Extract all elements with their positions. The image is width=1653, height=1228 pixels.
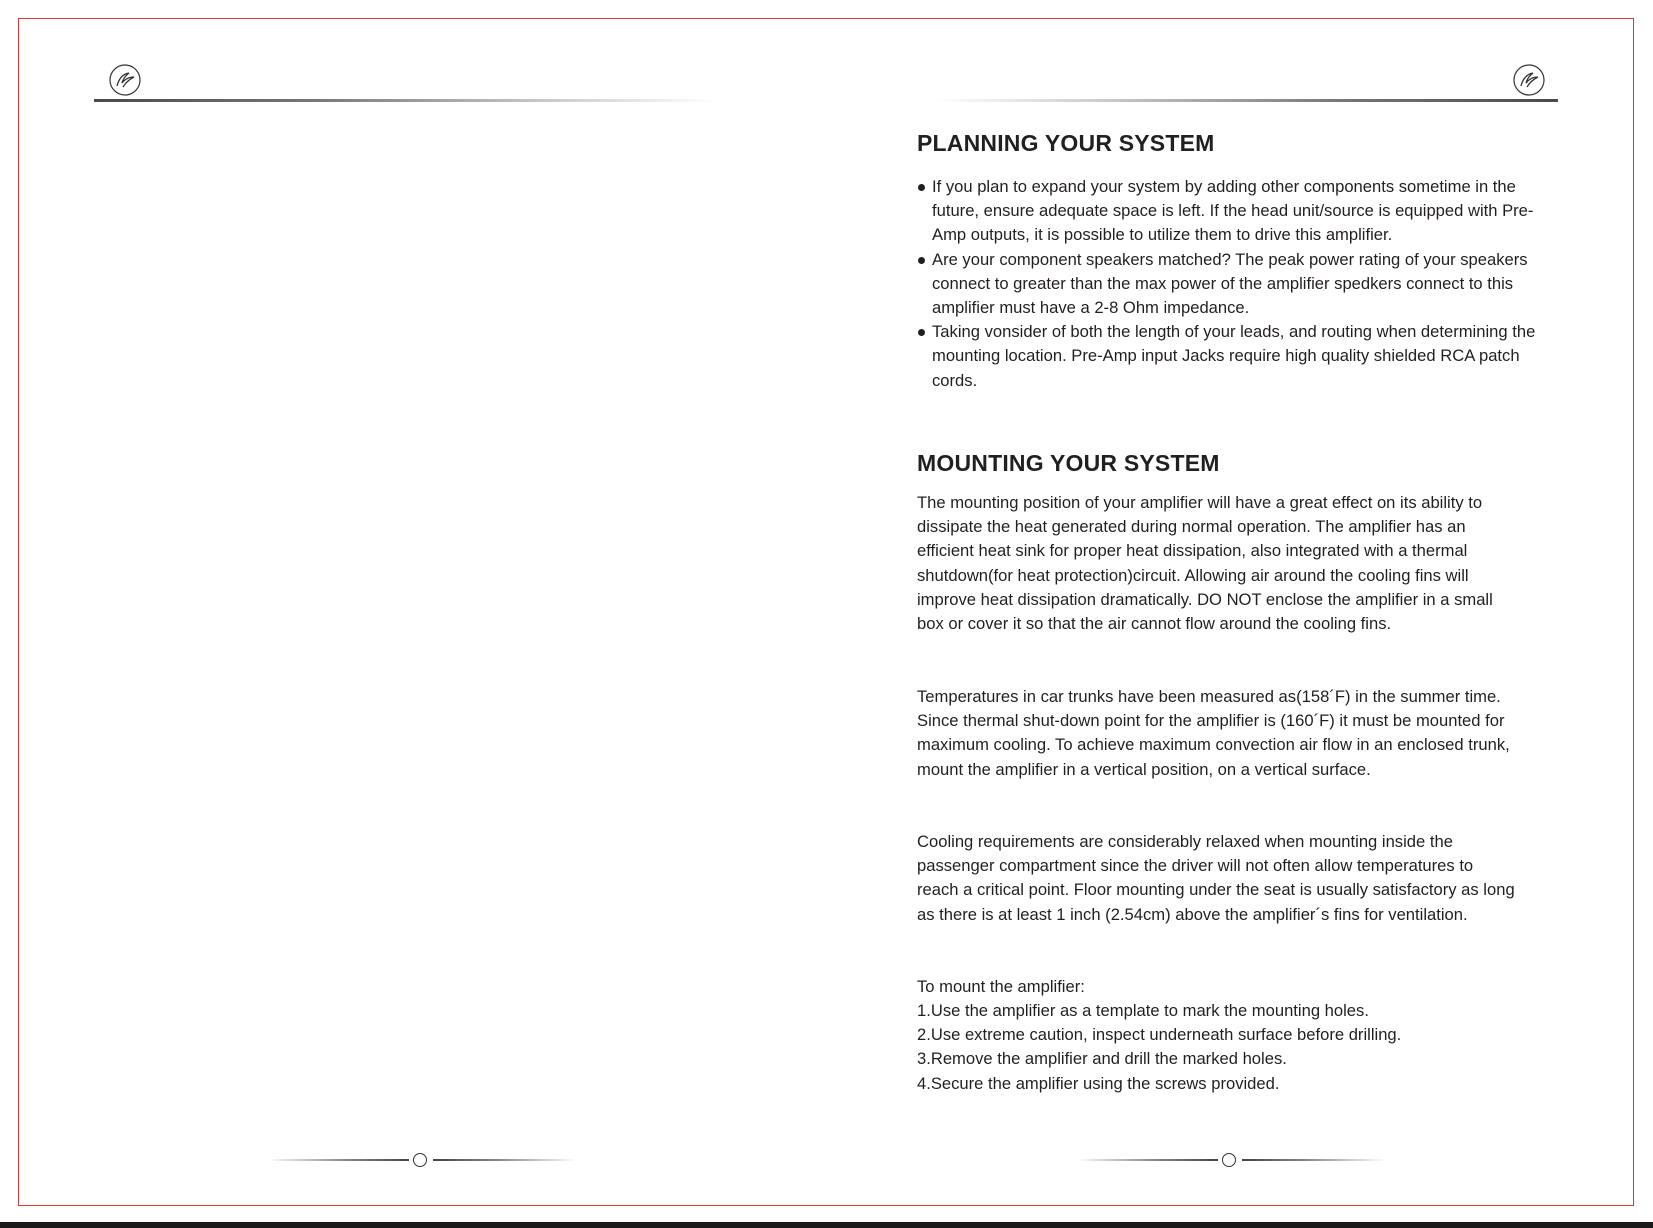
- header-rule-right: [935, 99, 1558, 102]
- mounting-section-title: MOUNTING YOUR SYSTEM: [917, 450, 1220, 476]
- planning-bullet-list: [917, 175, 1557, 393]
- footer-circle-icon: [413, 1153, 427, 1167]
- footer-circle-icon: [1222, 1153, 1236, 1167]
- brand-logo-left-icon: [109, 64, 141, 96]
- bottom-edge-band: [0, 1222, 1653, 1228]
- bullet-text: Taking vonsider of both the length of your leads, and routing when determining the mounting location. Pre-Amp input Jacks require high quality shielded RCA patch cords.: [932, 322, 1536, 390]
- list-item: 2.Use extreme caution, inspect underneath surface before drilling.: [917, 1025, 1402, 1045]
- list-item: [917, 320, 1557, 393]
- mounting-steps-intro: To mount the amplifier:: [917, 977, 1085, 996]
- list-item: 4.Secure the amplifier using the screws provided.: [917, 1073, 1280, 1093]
- mounting-paragraph: The mounting position of your amplifier will have a great effect on its ability to dissipate the heat generated during normal operation. The amplifier has an efficient heat sink for proper heat dissipation, also integrated with a thermal shutdown(for heat protection)circuit. Allowing air around the cooling fins will improve heat dissipation dramatically. DO NOT enclose the amplifier in a small box or cover it so that the air cannot flow around the cooling fins.: [917, 493, 1493, 634]
- list-item: [917, 248, 1557, 321]
- footer-ornament-right: [1076, 1150, 1386, 1170]
- list-item: 1.Use the amplifier as a template to mark the mounting holes.: [917, 1001, 1369, 1020]
- bullet-icon: [918, 184, 925, 191]
- mounting-paragraph: Temperatures in car trunks have been measured as(158´F) in the summer time. Since thermal shut-down point for the amplifier is (160´F) it must be mounted for maximum cooling. To achieve maximum convection air flow in an enclosed trunk, mount the amplifier in a vertical position, on a vertical surface.: [917, 687, 1510, 779]
- bullet-icon: [918, 257, 925, 264]
- list-item: 3.Remove the amplifier and drill the marked holes.: [917, 1049, 1287, 1069]
- footer-ornament-left: [267, 1150, 577, 1170]
- planning-section-title: PLANNING YOUR SYSTEM: [917, 130, 1215, 156]
- mounting-steps-list: [917, 999, 1401, 1096]
- header-rule-left: [94, 99, 719, 102]
- bullet-text: If you plan to expand your system by adding other components sometime in the future, ensure adequate space is left. If the head unit/source is equipped with Pre-Amp outputs, it is possible to utilize them to drive this amplifier.: [932, 177, 1534, 245]
- bullet-text: Are your component speakers matched? The peak power rating of your speakers connect to greater than the max power of the amplifier spedkers connect to this amplifier must have a 2-8 Ohm impedance.: [932, 249, 1528, 318]
- bullet-icon: [918, 329, 925, 336]
- list-item: [917, 175, 1557, 248]
- brand-logo-right-icon: [1513, 64, 1545, 96]
- mounting-paragraph: Cooling requirements are considerably relaxed when mounting inside the passenger compartment since the driver will not often allow temperatures to reach a critical point. Floor mounting under the seat is usually satisfactory as long as there is at least 1 inch (2.54cm) above the amplifier´s fins for ventilation.: [917, 832, 1515, 924]
